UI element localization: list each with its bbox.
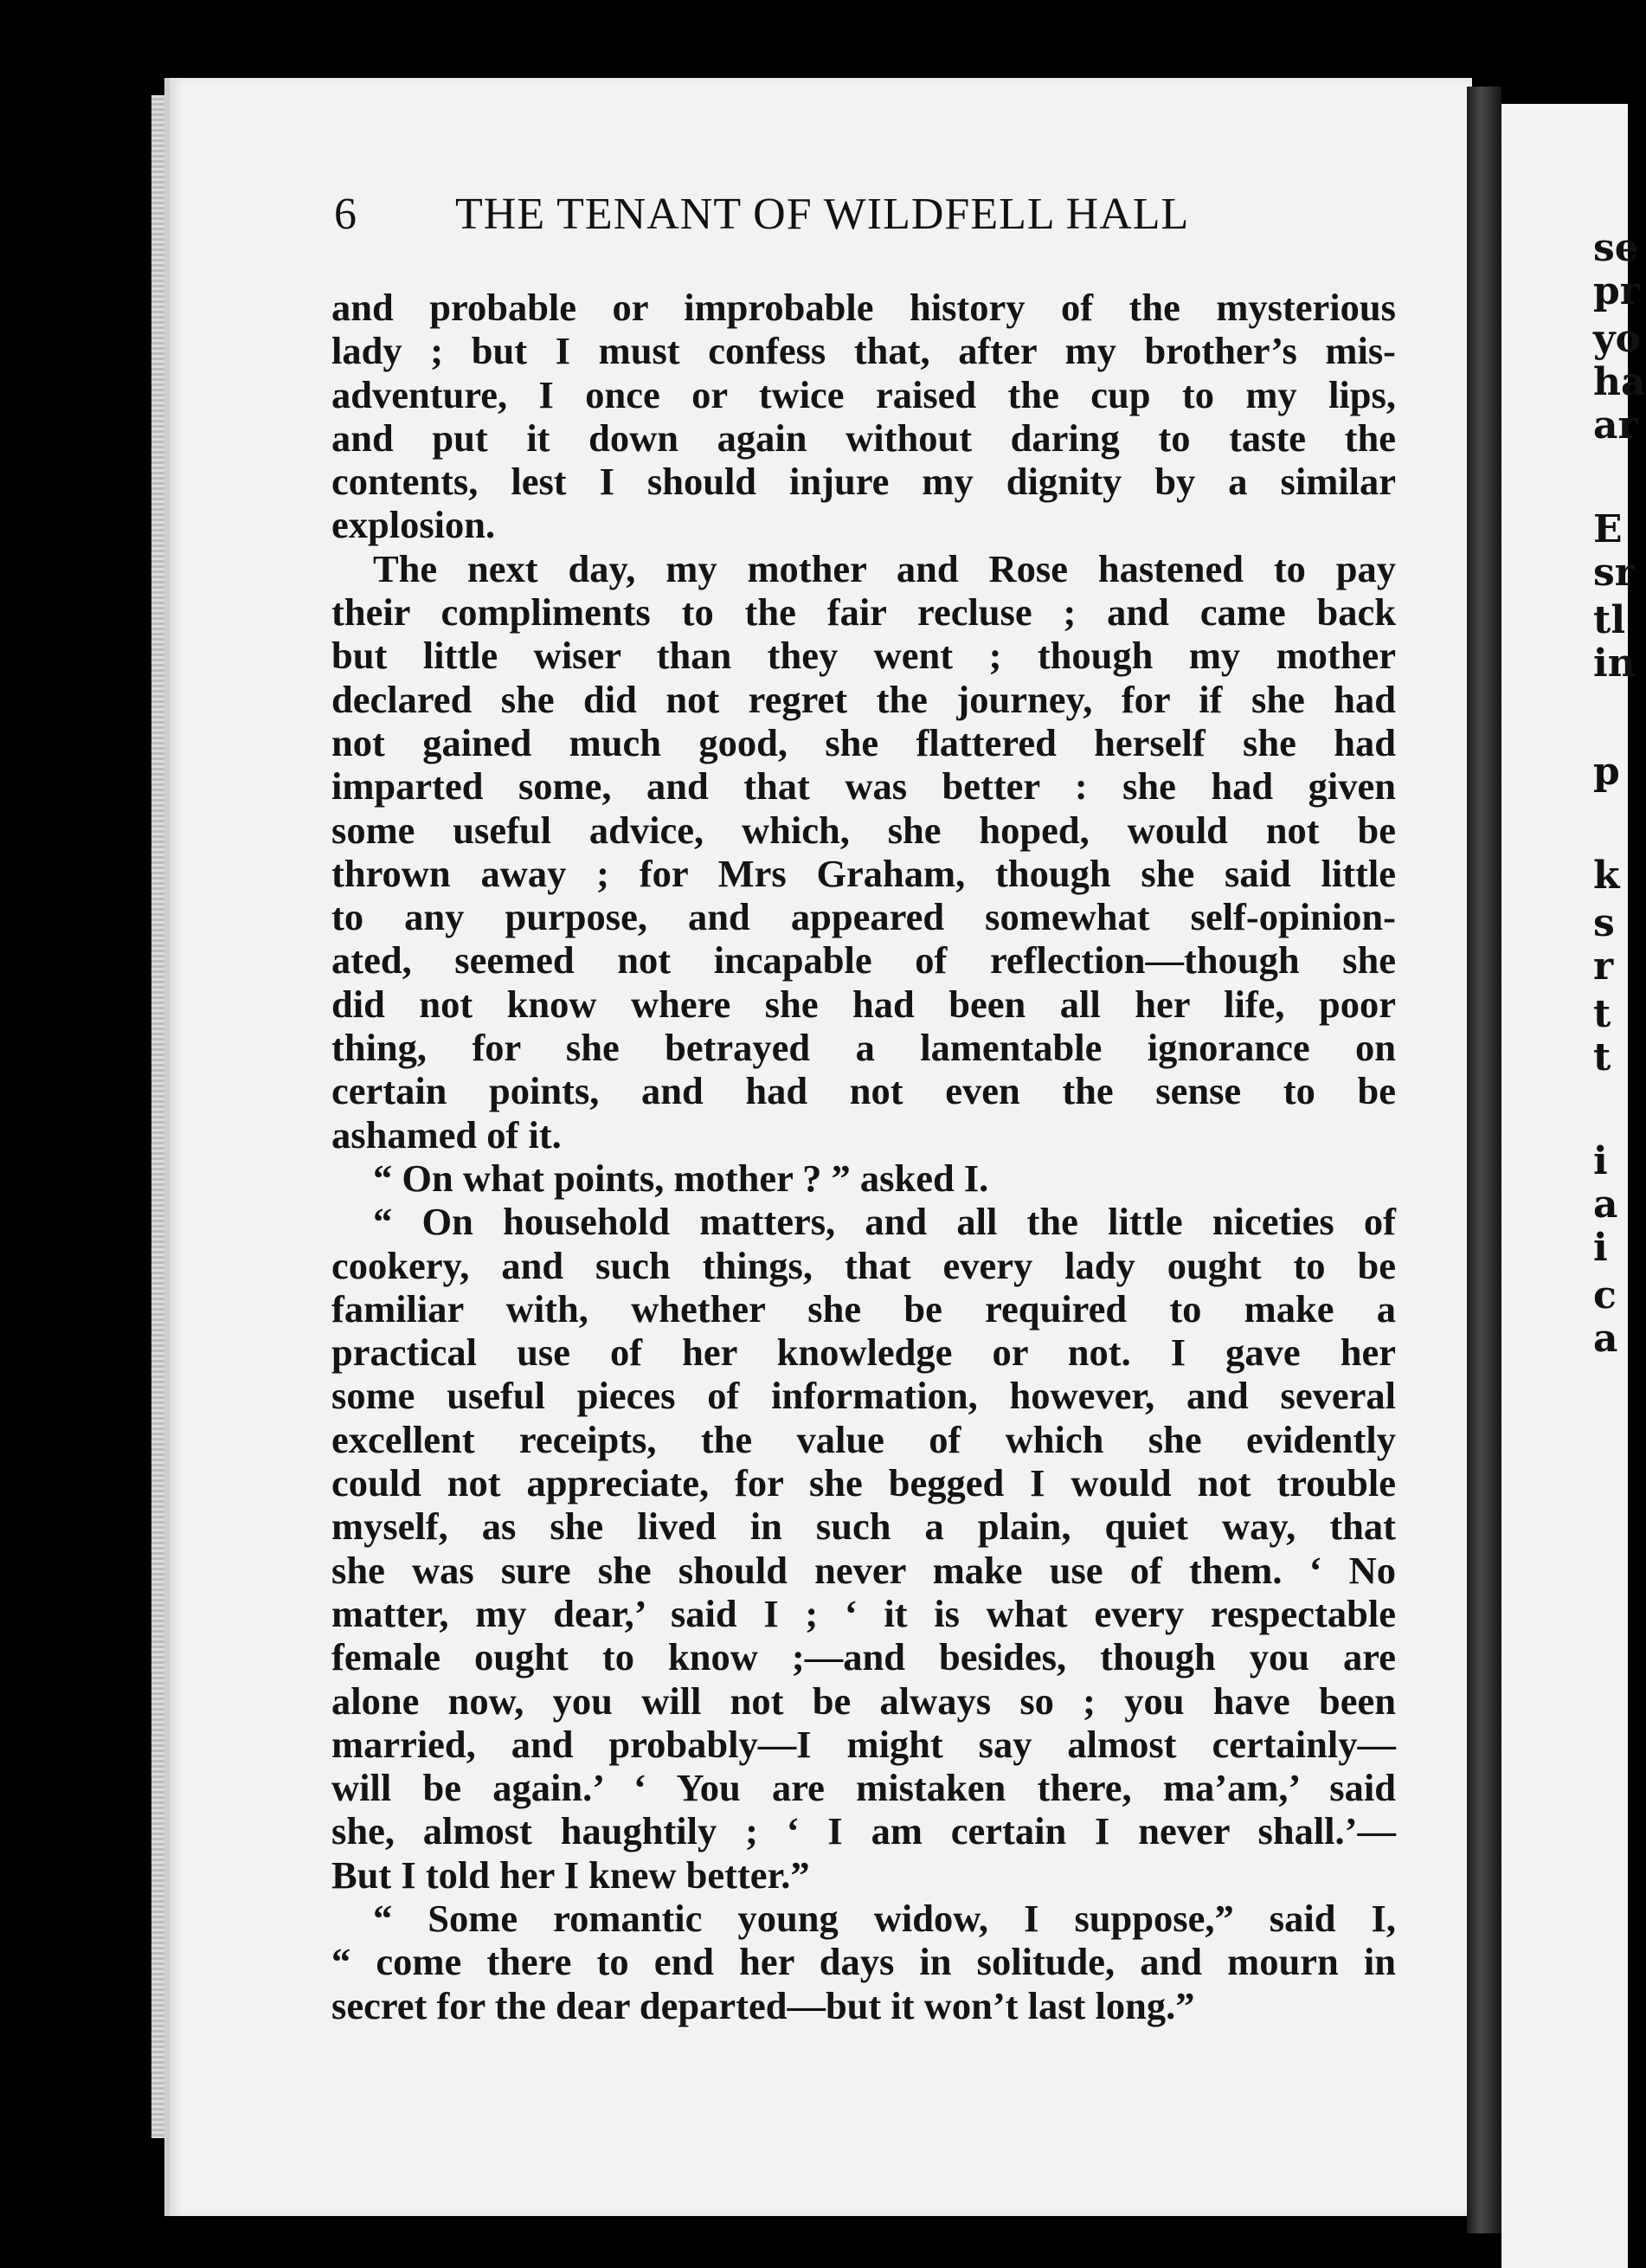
facing-page-fragment: tl [1593,598,1626,642]
facing-page-fragment: r [1593,944,1614,989]
facing-page-fragment: i [1593,1226,1608,1270]
facing-page-fragment: in [1593,641,1636,686]
text-line: ashamed of it. [331,1112,562,1157]
facing-page-fragment: ha [1593,360,1646,404]
text-line: But I told her I knew better.” [331,1852,810,1897]
text-line: will be again.’ ‘ You are mistaken there, ma’am,’ said [331,1766,1396,1810]
text-line: not gained much good, she flattered herself she had [331,720,1396,764]
running-title: THE TENANT OF WILDFELL HALL [455,190,1190,239]
text-line: lady ; but I must confess that, after my brother’s mis- [331,329,1396,373]
facing-page-fragment: k [1593,854,1620,898]
text-line: their compliments to the fair recluse ; and came back [331,590,1396,635]
text-line: and probable or improbable history of the mysterious [331,286,1396,329]
text-line: adventure, I once or twice raised the cup to my lips, [331,372,1396,416]
text-line: she was sure she should never make use of them. ‘ No [331,1548,1396,1592]
text-line: to any purpose, and appeared somewhat self-opinion- [331,895,1396,939]
text-line: married, and probably—I might say almost certainly— [331,1722,1396,1766]
text-line: The next day, my mother and Rose hastened to pay [373,546,1396,590]
text-line: but little wiser than they went ; though my mother [331,634,1396,678]
text-line: practical use of her knowledge or not. I gave her [331,1331,1396,1375]
text-line: some useful pieces of information, however, and several [331,1374,1396,1418]
facing-page-fragment: se [1593,226,1639,270]
text-line: declared she did not regret the journey, for if she had [331,677,1396,721]
text-line: “ On what points, mother ? ” asked I. [373,1156,989,1200]
facing-page-fragment: E [1593,507,1623,551]
text-line: she, almost haughtily ; ‘ I am certain I never shall.’— [331,1809,1396,1853]
text-line: secret for the dear departed—but it won’t last long.” [331,1983,1195,2027]
facing-page-fragment: i [1593,1139,1608,1183]
text-line: some useful advice, which, she hoped, would not be [331,808,1396,852]
facing-page [1501,104,1646,2268]
facing-page-fragment: sr [1593,551,1635,595]
text-line: “ come there to end her days in solitude, and mourn in [331,1940,1396,1984]
facing-page-fragment: c [1593,1273,1617,1318]
body-text [331,286,1396,2027]
text-line: “ Some romantic young widow, I suppose,” said I, [373,1896,1396,1940]
facing-page-fragment: ar [1593,403,1638,448]
book-gutter [1467,87,1501,2233]
facing-page-fragment: a [1593,1317,1618,1361]
running-header [334,189,1286,246]
facing-page-fragment: pr [1593,269,1640,313]
facing-page-fragment: p [1593,750,1620,794]
facing-page-fragment: yo [1593,317,1641,361]
facing-page-fragment: a [1593,1182,1618,1227]
facing-page-fragment: t [1593,1035,1611,1079]
page-number: 6 [334,190,357,239]
text-line: “ On household matters, and all the little niceties of [373,1200,1396,1244]
text-line: alone now, you will not be always so ; you have been [331,1678,1396,1723]
text-line: thrown away ; for Mrs Graham, though she said little [331,851,1396,895]
text-line: familiar with, whether she be required to make a [331,1286,1396,1331]
text-line: myself, as she lived in such a plain, quiet way, that [331,1504,1396,1549]
facing-page-fragment: s [1593,901,1615,945]
text-line: thing, for she betrayed a lamentable ignorance on [331,1026,1396,1070]
text-line: could not appreciate, for she begged I would not trouble [331,1461,1396,1505]
text-line: ated, seemed not incapable of reflection—though she [331,938,1396,983]
text-line: and put it down again without daring to taste the [331,416,1396,460]
text-line: excellent receipts, the value of which she evidently [331,1417,1396,1461]
text-line: cookery, and such things, that every lady ought to be [331,1243,1396,1287]
text-line: matter, my dear,’ said I ; ‘ it is what every respectable [331,1591,1396,1635]
text-line: explosion. [331,503,496,547]
text-line: did not know where she had been all her life, poor [331,982,1396,1026]
text-line: contents, lest I should injure my dignity by a similar [331,460,1396,504]
text-line: certain points, and had not even the sense to be [331,1069,1396,1113]
facing-page-fragment: t [1593,992,1611,1036]
text-line: imparted some, and that was better : she had given [331,764,1396,809]
text-line: female ought to know ;—and besides, though you are [331,1635,1396,1679]
